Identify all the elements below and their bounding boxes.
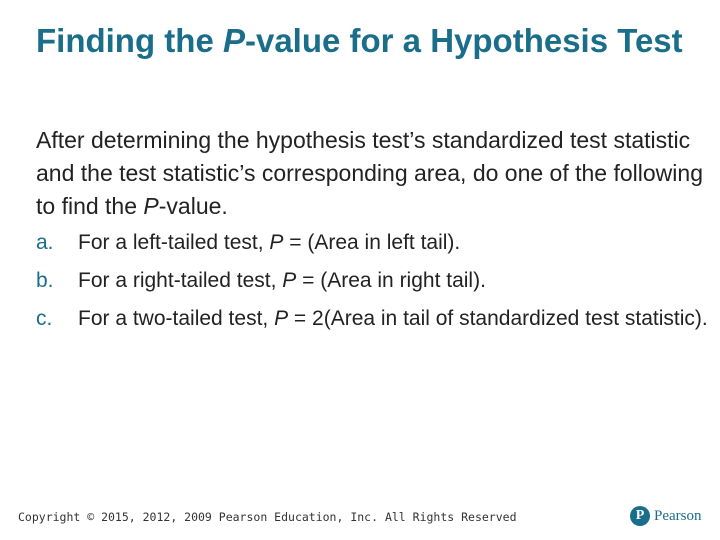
option-after: = (Area in left tail). <box>283 231 461 254</box>
option-italic: P <box>269 231 284 254</box>
copyright-notice: Copyright © 2015, 2012, 2009 Pearson Education, Inc. All Rights Reserved <box>18 510 517 524</box>
pearson-logo-icon: P <box>630 506 650 526</box>
option-marker: c. <box>36 307 53 330</box>
option-after: = (Area in right tail). <box>296 269 486 292</box>
option-marker: a. <box>36 231 54 254</box>
option-marker: b. <box>36 269 54 292</box>
option-before: For a two-tailed test, <box>78 307 275 330</box>
pearson-wordmark: Pearson <box>654 507 702 524</box>
intro-after: -value. <box>158 193 228 219</box>
intro-before: After determining the hypothesis test’s standardized test statistic and the test statistic’s corresponding area, do one of the following to find the <box>36 127 703 219</box>
title-part2: -value for a Hypothesis Test <box>244 22 683 59</box>
option-italic: P <box>274 307 289 330</box>
option-item-a <box>36 228 708 258</box>
options-list <box>36 228 708 342</box>
option-item-c <box>36 304 708 334</box>
option-before: For a left-tailed test, <box>78 231 270 254</box>
option-before: For a right-tailed test, <box>78 269 283 292</box>
pearson-logo <box>630 506 702 526</box>
option-text <box>78 228 708 258</box>
option-text <box>78 304 708 334</box>
option-after: = 2(Area in tail of standardized test statistic). <box>288 307 708 330</box>
option-text <box>78 266 708 296</box>
intro-italic: P <box>143 193 159 219</box>
option-item-b <box>36 266 708 296</box>
title-part1: Finding the <box>36 22 223 59</box>
option-italic: P <box>282 269 297 292</box>
title-italic: P <box>222 22 245 59</box>
intro-paragraph <box>36 124 708 223</box>
slide-title <box>36 20 696 62</box>
